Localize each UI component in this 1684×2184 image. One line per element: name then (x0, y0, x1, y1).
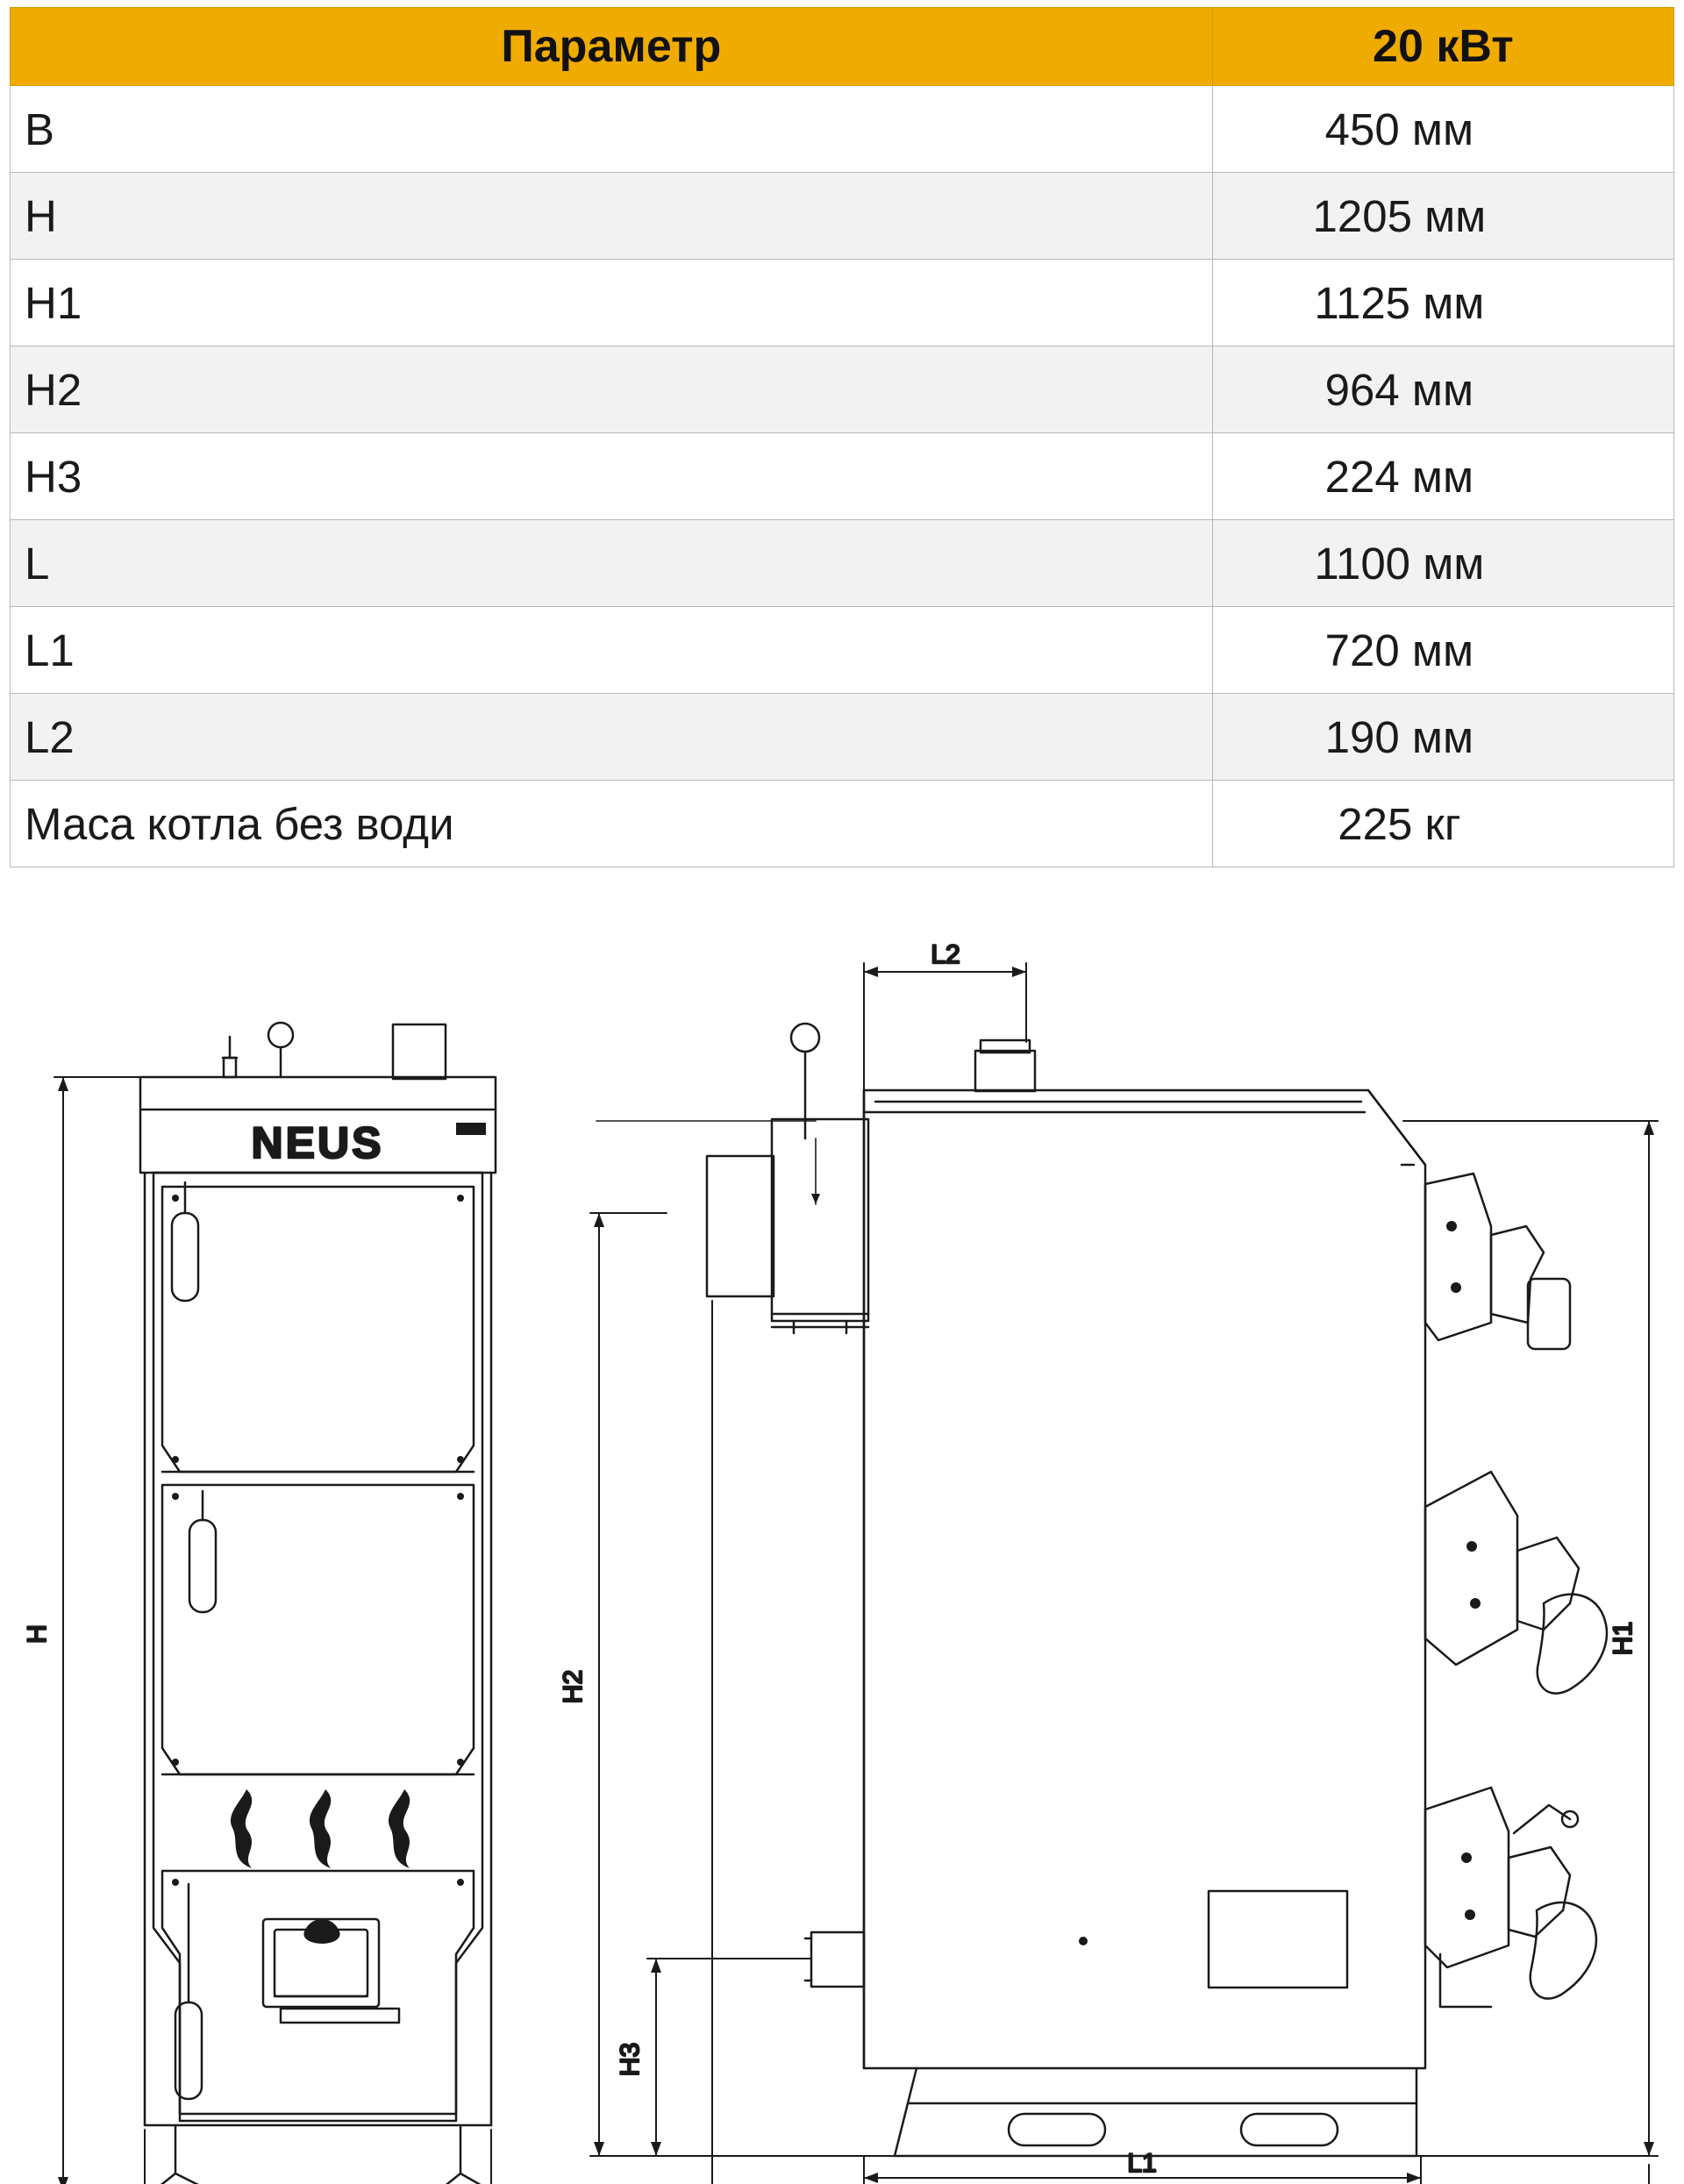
dimension-H3 (647, 1959, 811, 2156)
dimension-label-H3: H3 (616, 2042, 645, 2077)
dimension-L (712, 1301, 1649, 2184)
table-header (11, 8, 1674, 86)
dimension-label-L2: L2 (931, 940, 960, 969)
param-value: 720 мм (1212, 607, 1673, 694)
boiler-drawing-svg (0, 902, 1684, 2184)
param-value: 1205 мм (1212, 173, 1673, 260)
dimension-B (145, 2130, 491, 2184)
param-value: 1100 мм (1212, 520, 1673, 607)
table-row (11, 607, 1674, 694)
brand-logo-text: NEUS (251, 1118, 384, 1167)
param-value: 1125 мм (1212, 260, 1673, 346)
table-row (11, 433, 1674, 520)
table-row (11, 781, 1674, 867)
dimension-label-H2: H2 (559, 1669, 588, 1704)
param-label: L2 (11, 694, 1213, 781)
param-label: L1 (11, 607, 1213, 694)
param-value: 224 мм (1212, 433, 1673, 520)
table-header-row (11, 8, 1674, 86)
param-label: H2 (11, 346, 1213, 433)
table-row (11, 520, 1674, 607)
table-body (11, 86, 1674, 867)
table-row (11, 86, 1674, 173)
dimension-L2 (864, 963, 1026, 1090)
table-row (11, 694, 1674, 781)
dimension-H2 (590, 1213, 895, 2156)
param-label: L (11, 520, 1213, 607)
param-value: 450 мм (1212, 86, 1673, 173)
specification-table (10, 7, 1674, 867)
param-label: H3 (11, 433, 1213, 520)
dimension-label-H: H (23, 1624, 52, 1644)
dimension-H (54, 1077, 145, 2184)
param-value: 190 мм (1212, 694, 1673, 781)
dimension-label-L1: L1 (1127, 2149, 1157, 2178)
param-label: B (11, 86, 1213, 173)
table-row (11, 346, 1674, 433)
param-label: Маса котла без води (11, 781, 1213, 867)
dimension-label-H1: H1 (1609, 1621, 1638, 1656)
technical-drawing (0, 902, 1684, 2184)
table-row (11, 260, 1674, 346)
param-label: H1 (11, 260, 1213, 346)
param-value: 225 кг (1212, 781, 1673, 867)
column-header-parameter: Параметр (11, 8, 1213, 86)
front-view-group (140, 1023, 496, 2184)
table-row (11, 173, 1674, 260)
side-view-group (596, 1024, 1607, 2156)
param-label: H (11, 173, 1213, 260)
param-value: 964 мм (1212, 346, 1673, 433)
product-spec-page (0, 7, 1684, 2184)
column-header-power: 20 кВт (1212, 8, 1673, 86)
